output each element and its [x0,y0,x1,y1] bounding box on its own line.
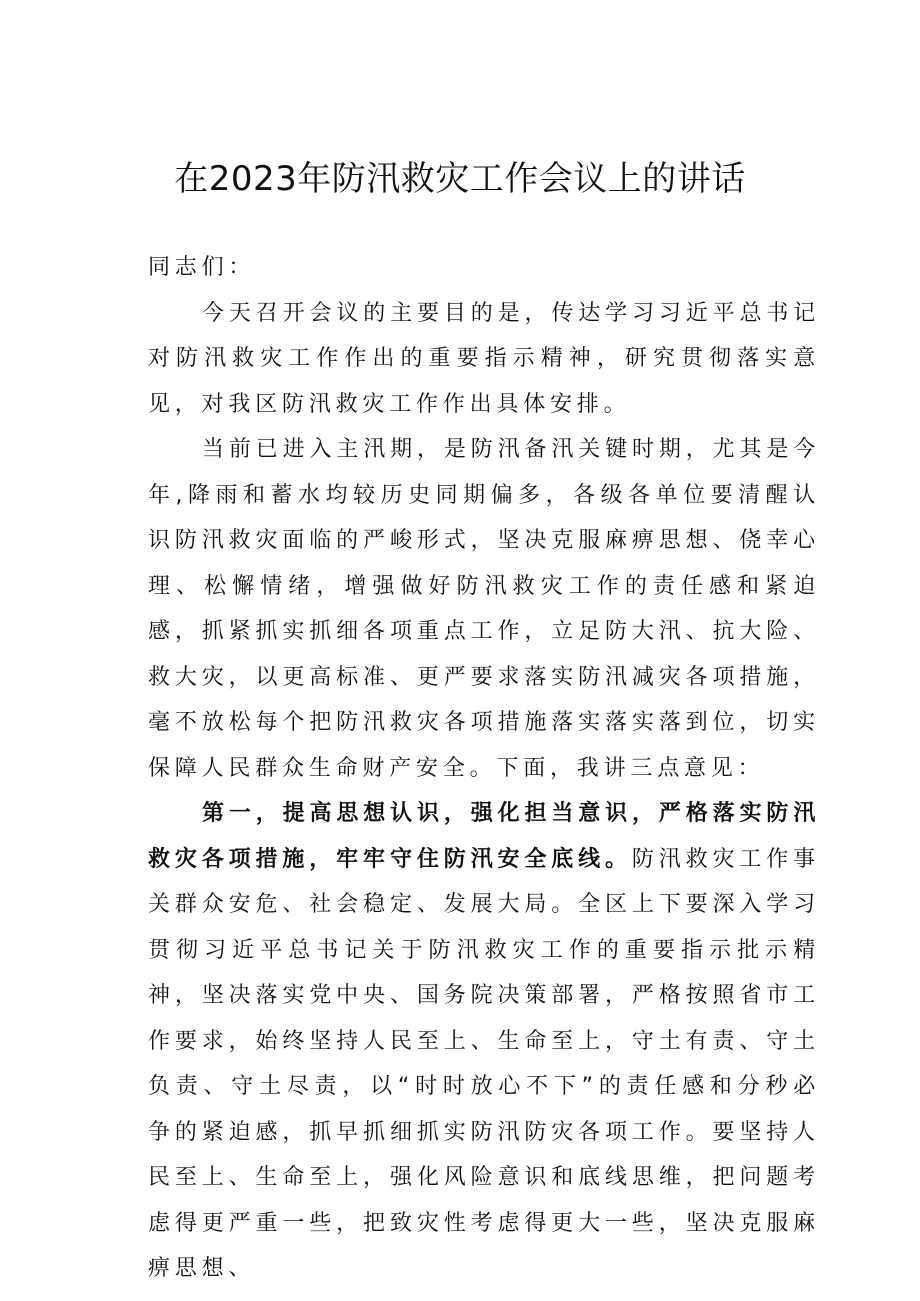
paragraph-text: 当前已进入主汛期，是防汛备汛关键时期，尤其是今年,降雨和蓄水均较历史同期偏多，各级各单位要清醒认识防汛救灾面临的严峻形式，坚决克服麻痹思想、侥幸心理、松懈情绪，增强做好防汛救灾工作的责任感和紧迫感，抓紧抓实抓细各项重点工作，立足防大汛、抗大险、救大灾，以更高标准、更严要求落实防汛减灾各项措施，毫不放松每个把防汛救灾各项措施落实落实落到位，切实保障人民群众生命财产安全。下面，我讲三点意见： [148,437,820,781]
paragraph-text: 今天召开会议的主要目的是，传达学习习近平总书记对防汛救灾工作作出的重要指示精神，研究贯彻落实意见，对我区防汛救灾工作作出具体安排。 [148,300,820,417]
document-body [148,245,820,1292]
paragraph-2 [148,427,820,791]
paragraph-1 [148,291,820,428]
salutation: 同志们： [148,255,256,280]
paragraph-lead-bold: 第一，提高思想认识，强化担当意识，严格落实防汛救灾各项措施，牢牢守住防汛安全底线。 [148,801,820,872]
document-title: 在2023年防汛救灾工作会议上的讲话 [174,159,746,199]
paragraph-text: 防汛救灾工作事关群众安危、社会稳定、发展大局。全区上下要深入学习贯彻习近平总书记关于防汛救灾工作的重要指示批示精神，坚决落实党中央、国务院决策部署，严格按照省市工作要求，始终坚持人民至上、生命至上，守土有责、守土负责、守土尽责，以“时时放心不下”的责任感和分秒必争的紧迫感，抓早抓细抓实防汛防灾各项工作。要坚持人民至上、生命至上，强化风险意识和底线思维，把问题考虑得更严重一些，把致灾性考虑得更大一些，坚决克服麻痹思想、 [148,846,820,1281]
paragraph-3 [148,791,820,1292]
